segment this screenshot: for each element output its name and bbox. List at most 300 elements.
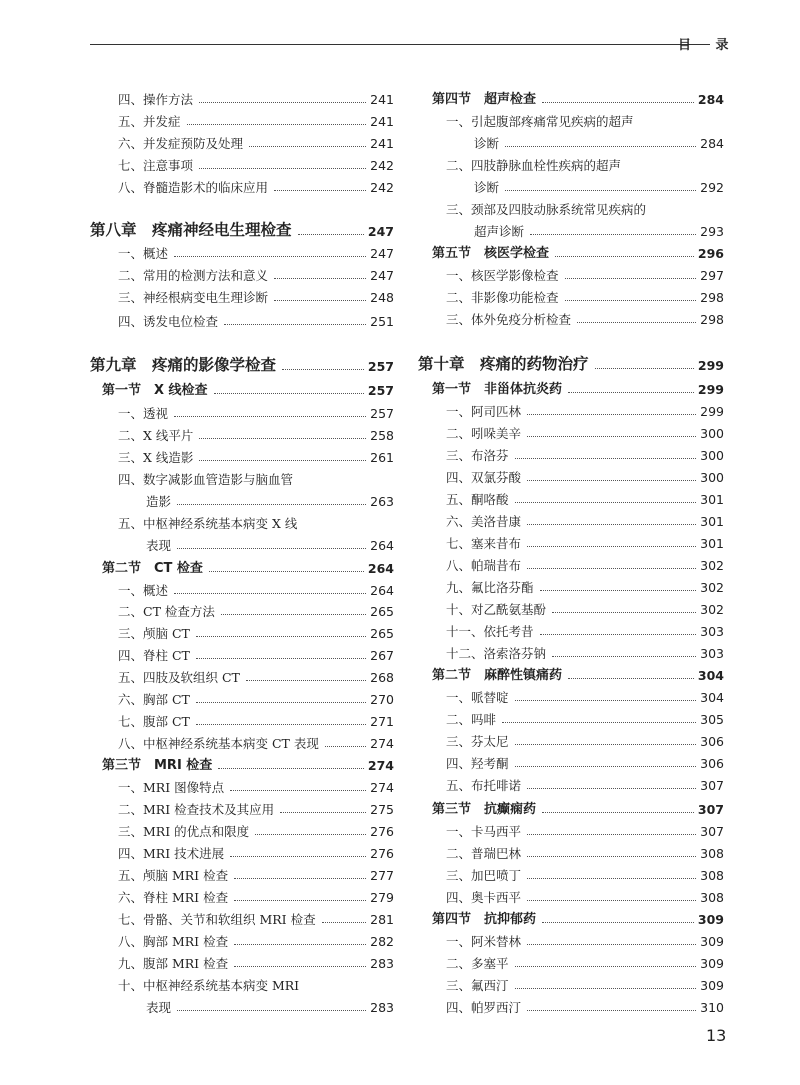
dot-leader — [527, 480, 696, 481]
toc-entry-item[interactable] — [118, 86, 394, 106]
toc-entry-title: 三、颈部及四肢动脉系统常见疾病的 — [446, 201, 647, 217]
toc-entry-title: 三、神经根病变电生理诊断 — [118, 289, 269, 305]
toc-entry-page: 258 — [370, 427, 394, 443]
toc-entry-page: 307 — [697, 801, 724, 817]
toc-entry-title: 第四节 超声检查 — [432, 92, 537, 107]
dot-leader — [527, 900, 696, 901]
toc-entry-item[interactable] — [118, 884, 394, 904]
dot-leader — [527, 414, 696, 415]
toc-entry-cont[interactable] — [474, 174, 724, 194]
dot-leader — [322, 922, 367, 923]
dot-leader — [527, 878, 696, 879]
toc-entry-title: 二、吲哚美辛 — [446, 425, 522, 441]
dot-leader — [515, 988, 697, 989]
dot-leader — [177, 504, 366, 505]
toc-entry-section[interactable] — [102, 752, 394, 772]
toc-entry-item[interactable] — [118, 818, 394, 838]
dot-leader — [174, 256, 366, 257]
toc-entry-item[interactable] — [118, 308, 394, 328]
toc-entry-title: 一、透视 — [118, 405, 169, 421]
toc-entry-title: 二、多塞平 — [446, 955, 509, 971]
toc-entry-item[interactable] — [446, 884, 724, 904]
toc-entry-item[interactable] — [446, 840, 724, 860]
toc-entry-title: 十二、洛索洛芬钠 — [446, 645, 547, 661]
dot-leader — [527, 524, 696, 525]
toc-entry-item[interactable] — [118, 686, 394, 706]
toc-entry-item[interactable] — [446, 530, 724, 550]
toc-entry-title: 四、奥卡西平 — [446, 889, 522, 905]
toc-entry-item[interactable] — [118, 972, 394, 992]
toc-entry-title: 一、阿司匹林 — [446, 403, 522, 419]
toc-entry-item[interactable] — [118, 422, 394, 442]
toc-entry-page: 257 — [370, 405, 394, 421]
dot-leader — [552, 612, 696, 613]
toc-entry-title: 九、腹部 MRI 检查 — [118, 955, 229, 971]
toc-entry-page: 264 — [370, 582, 394, 598]
toc-entry-section[interactable] — [432, 906, 724, 926]
toc-entry-title: 四、MRI 技术进展 — [118, 845, 225, 861]
toc-entry-cont[interactable] — [146, 488, 394, 508]
toc-entry-title: 第二节 CT 检查 — [102, 561, 203, 576]
toc-entry-item[interactable] — [446, 196, 724, 216]
dot-leader — [515, 502, 697, 503]
dot-leader — [325, 746, 366, 747]
toc-entry-page: 281 — [370, 911, 394, 927]
page-header-title: 目 录 — [678, 38, 739, 53]
dot-leader — [230, 856, 366, 857]
toc-entry-item[interactable] — [446, 552, 724, 572]
toc-entry-item[interactable] — [118, 577, 394, 597]
toc-entry-title: 二、CT 检查方法 — [118, 603, 215, 619]
toc-entry-title: 四、脊柱 CT — [118, 647, 190, 663]
toc-entry-page: 309 — [700, 955, 724, 971]
toc-entry-page: 298 — [700, 289, 724, 305]
toc-entry-page: 301 — [700, 513, 724, 529]
toc-entry-section[interactable] — [102, 377, 394, 397]
dot-leader — [527, 856, 696, 857]
toc-entry-title: 一、MRI 图像特点 — [118, 779, 225, 795]
toc-entry-title: 五、酮咯酸 — [446, 491, 509, 507]
toc-entry-page: 248 — [370, 289, 394, 305]
toc-entry-title: 五、并发症 — [118, 113, 181, 129]
dot-leader — [527, 834, 696, 835]
toc-entry-page: 264 — [367, 560, 394, 576]
dot-leader — [542, 922, 694, 923]
toc-entry-page: 308 — [700, 867, 724, 883]
dot-leader — [199, 460, 366, 461]
toc-entry-title: 六、胸部 CT — [118, 691, 190, 707]
toc-entry-item[interactable] — [446, 618, 724, 638]
toc-entry-page: 264 — [370, 537, 394, 553]
toc-entry-page: 301 — [700, 491, 724, 507]
toc-entry-cont[interactable] — [474, 130, 724, 150]
dot-leader — [542, 812, 694, 813]
toc-entry-section[interactable] — [432, 796, 724, 816]
dot-leader — [218, 768, 364, 769]
dot-leader — [540, 590, 697, 591]
dot-leader — [274, 300, 366, 301]
toc-entry-page: 306 — [700, 733, 724, 749]
toc-entry-page: 299 — [697, 357, 724, 373]
toc-entry-item[interactable] — [118, 152, 394, 172]
toc-entry-item[interactable] — [118, 642, 394, 662]
toc-entry-title: 第九章 疼痛的影像学检查 — [90, 355, 277, 374]
toc-entry-title: 二、吗啡 — [446, 711, 497, 727]
dot-leader — [502, 722, 696, 723]
dot-leader — [515, 458, 697, 459]
toc-entry-page: 296 — [697, 245, 724, 261]
toc-entry-title: 七、塞来昔布 — [446, 535, 522, 551]
toc-entry-title: 六、脊柱 MRI 检查 — [118, 889, 229, 905]
toc-entry-page: 300 — [700, 425, 724, 441]
toc-entry-title: 表现 — [146, 537, 172, 553]
toc-entry-page: 251 — [370, 313, 394, 329]
toc-entry-title: 五、颅脑 MRI 检查 — [118, 867, 229, 883]
toc-entry-page: 302 — [700, 579, 724, 595]
toc-entry-page: 300 — [700, 447, 724, 463]
toc-entry-item[interactable] — [118, 708, 394, 728]
dot-leader — [187, 124, 367, 125]
toc-entry-page: 275 — [370, 801, 394, 817]
toc-entry-title: 一、概述 — [118, 582, 169, 598]
toc-entry-section[interactable] — [432, 662, 724, 682]
dot-leader — [246, 680, 366, 681]
dot-leader — [527, 568, 696, 569]
toc-entry-title: 超声诊断 — [474, 223, 525, 239]
toc-entry-title: 一、概述 — [118, 245, 169, 261]
toc-entry-title: 五、中枢神经系统基本病变 X 线 — [118, 515, 298, 531]
toc-entry-title: 六、美洛昔康 — [446, 513, 522, 529]
toc-entry-page: 283 — [370, 999, 394, 1015]
toc-entry-page: 276 — [370, 823, 394, 839]
dot-leader — [280, 812, 366, 813]
toc-entry-title: 十、对乙酰氨基酚 — [446, 601, 547, 617]
toc-entry-page: 274 — [370, 779, 394, 795]
dot-leader — [515, 744, 697, 745]
toc-entry-page: 309 — [697, 911, 724, 927]
toc-entry-title: 十一、依托考昔 — [446, 623, 534, 639]
dot-leader — [565, 278, 697, 279]
toc-entry-chapter[interactable] — [90, 218, 394, 238]
dot-leader — [527, 436, 696, 437]
toc-entry-page: 274 — [367, 757, 394, 773]
toc-entry-title: 造影 — [146, 493, 172, 509]
dot-leader — [515, 966, 697, 967]
dot-leader — [174, 416, 366, 417]
toc-entry-page: 308 — [700, 845, 724, 861]
dot-leader — [595, 368, 694, 369]
toc-entry-item[interactable] — [446, 818, 724, 838]
dot-leader — [530, 234, 696, 235]
dot-leader — [196, 724, 366, 725]
toc-entry-page: 247 — [370, 267, 394, 283]
toc-entry-page: 301 — [700, 535, 724, 551]
toc-entry-title: 五、四肢及软组织 CT — [118, 669, 240, 685]
toc-entry-title: 二、非影像功能检查 — [446, 289, 559, 305]
toc-entry-title: 第八章 疼痛神经电生理检查 — [90, 220, 292, 239]
toc-entry-title: 第四节 抗抑郁药 — [432, 912, 537, 927]
toc-entry-page: 263 — [370, 493, 394, 509]
toc-entry-cont[interactable] — [146, 532, 394, 552]
toc-entry-page: 299 — [700, 403, 724, 419]
toc-entry-cont[interactable] — [146, 994, 394, 1014]
toc-entry-page: 306 — [700, 755, 724, 771]
toc-entry-item[interactable] — [446, 306, 724, 326]
toc-entry-item[interactable] — [446, 398, 724, 418]
toc-entry-title: 四、双氯芬酸 — [446, 469, 522, 485]
dot-leader — [249, 146, 366, 147]
toc-entry-title: 一、核医学影像检查 — [446, 267, 559, 283]
toc-entry-item[interactable] — [446, 420, 724, 440]
toc-entry-title: 八、帕瑞昔布 — [446, 557, 522, 573]
toc-entry-title: 一、哌替啶 — [446, 689, 509, 705]
toc-entry-item[interactable] — [446, 486, 724, 506]
dot-leader — [565, 300, 697, 301]
toc-entry-page: 303 — [700, 623, 724, 639]
dot-leader — [568, 392, 694, 393]
toc-entry-title: 四、羟考酮 — [446, 755, 509, 771]
toc-entry-section[interactable] — [102, 555, 394, 575]
toc-entry-item[interactable] — [446, 972, 724, 992]
dot-leader — [234, 966, 366, 967]
toc-entry-title: 二、四肢静脉血栓性疾病的超声 — [446, 157, 622, 173]
toc-entry-title: 五、布托啡诺 — [446, 777, 522, 793]
dot-leader — [515, 700, 697, 701]
toc-entry-item[interactable] — [118, 664, 394, 684]
toc-entry-item[interactable] — [118, 284, 394, 304]
toc-entry-item[interactable] — [446, 928, 724, 948]
toc-entry-page: 284 — [697, 91, 724, 107]
toc-entry-item[interactable] — [118, 510, 394, 530]
dot-leader — [196, 658, 366, 659]
toc-entry-item[interactable] — [118, 862, 394, 882]
toc-entry-page: 268 — [370, 669, 394, 685]
toc-entry-title: 第三节 MRI 检查 — [102, 758, 213, 773]
toc-entry-page: 292 — [700, 179, 724, 195]
toc-entry-title: 第五节 核医学检查 — [432, 246, 550, 261]
toc-entry-title: 四、数字减影血管造影与脑血管 — [118, 471, 294, 487]
toc-entry-title: 三、布洛芬 — [446, 447, 509, 463]
toc-entry-title: 第十章 疼痛的药物治疗 — [418, 354, 589, 373]
toc-entry-page: 241 — [370, 91, 394, 107]
dot-leader — [555, 256, 694, 257]
toc-entry-item[interactable] — [118, 108, 394, 128]
toc-entry-title: 三、氟西汀 — [446, 977, 509, 993]
toc-entry-title: 八、中枢神经系统基本病变 CT 表现 — [118, 735, 319, 751]
toc-entry-item[interactable] — [118, 774, 394, 794]
toc-entry-page: 300 — [700, 469, 724, 485]
toc-entry-item[interactable] — [446, 706, 724, 726]
dot-leader — [515, 766, 697, 767]
toc-entry-item[interactable] — [446, 442, 724, 462]
toc-entry-title: 七、骨骼、关节和软组织 MRI 检查 — [118, 911, 316, 927]
dot-leader — [196, 636, 366, 637]
toc-entry-item[interactable] — [446, 574, 724, 594]
toc-entry-item[interactable] — [118, 730, 394, 750]
dot-leader — [298, 234, 364, 235]
toc-entry-title: 诊断 — [474, 135, 500, 151]
dot-leader — [174, 593, 366, 594]
toc-entry-page: 310 — [700, 999, 724, 1015]
toc-entry-page: 247 — [370, 245, 394, 261]
toc-entry-page: 305 — [700, 711, 724, 727]
toc-entry-title: 二、常用的检测方法和意义 — [118, 267, 269, 283]
toc-entry-title: 表现 — [146, 999, 172, 1015]
toc-entry-title: 一、阿米替林 — [446, 933, 522, 949]
toc-entry-item[interactable] — [446, 750, 724, 770]
header-rule — [90, 44, 710, 45]
toc-entry-item[interactable] — [446, 640, 724, 660]
toc-entry-item[interactable] — [446, 284, 724, 304]
toc-entry-item[interactable] — [446, 596, 724, 616]
toc-entry-item[interactable] — [118, 174, 394, 194]
toc-entry-page: 274 — [370, 735, 394, 751]
toc-entry-page: 302 — [700, 601, 724, 617]
toc-entry-chapter[interactable] — [418, 352, 724, 372]
toc-entry-item[interactable] — [118, 130, 394, 150]
toc-entry-item[interactable] — [446, 684, 724, 704]
dot-leader — [274, 278, 366, 279]
toc-entry-page: 265 — [370, 625, 394, 641]
toc-entry-item[interactable] — [446, 862, 724, 882]
toc-entry-title: 四、帕罗西汀 — [446, 999, 522, 1015]
toc-entry-item[interactable] — [446, 994, 724, 1014]
toc-entry-page: 277 — [370, 867, 394, 883]
toc-entry-title: 三、颅脑 CT — [118, 625, 190, 641]
toc-entry-item[interactable] — [446, 262, 724, 282]
toc-entry-page: 304 — [700, 689, 724, 705]
toc-entry-section[interactable] — [432, 376, 724, 396]
toc-entry-page: 265 — [370, 603, 394, 619]
dot-leader — [224, 324, 366, 325]
toc-entry-title: 六、并发症预防及处理 — [118, 135, 244, 151]
toc-entry-title: 一、引起腹部疼痛常见疾病的超声 — [446, 113, 634, 129]
dot-leader — [234, 878, 366, 879]
toc-entry-title: 八、脊髓造影术的临床应用 — [118, 179, 269, 195]
toc-entry-page: 284 — [700, 135, 724, 151]
toc-entry-page: 309 — [700, 933, 724, 949]
toc-entry-page: 307 — [700, 777, 724, 793]
toc-entry-page: 298 — [700, 311, 724, 327]
dot-leader — [199, 168, 366, 169]
dot-leader — [552, 656, 696, 657]
dot-leader — [199, 102, 366, 103]
toc-entry-page: 282 — [370, 933, 394, 949]
dot-leader — [274, 190, 366, 191]
toc-entry-title: 三、体外免疫分析检查 — [446, 311, 572, 327]
toc-entry-item[interactable] — [118, 240, 394, 260]
dot-leader — [505, 146, 696, 147]
toc-entry-item[interactable] — [118, 598, 394, 618]
toc-entry-item[interactable] — [118, 400, 394, 420]
toc-entry-page: 267 — [370, 647, 394, 663]
toc-entry-title: 四、诱发电位检查 — [118, 313, 219, 329]
toc-entry-item[interactable] — [446, 950, 724, 970]
toc-entry-item[interactable] — [118, 444, 394, 464]
toc-entry-item[interactable] — [118, 928, 394, 948]
toc-entry-page: 307 — [700, 823, 724, 839]
toc-entry-item[interactable] — [118, 262, 394, 282]
toc-entry-title: 四、操作方法 — [118, 91, 194, 107]
dot-leader — [214, 393, 364, 394]
toc-entry-title: 七、腹部 CT — [118, 713, 190, 729]
dot-leader — [577, 322, 696, 323]
dot-leader — [282, 369, 364, 370]
toc-entry-item[interactable] — [118, 840, 394, 860]
toc-entry-title: 十、中枢神经系统基本病变 MRI — [118, 977, 300, 993]
page-number: 13 — [706, 1026, 727, 1045]
toc-entry-item[interactable] — [118, 466, 394, 486]
dot-leader — [568, 678, 694, 679]
dot-leader — [527, 546, 696, 547]
toc-entry-page: 304 — [697, 667, 724, 683]
dot-leader — [230, 790, 366, 791]
dot-leader — [540, 634, 697, 635]
dot-leader — [209, 571, 364, 572]
toc-entry-item[interactable] — [118, 906, 394, 926]
toc-entry-page: 242 — [370, 179, 394, 195]
toc-entry-title: 三、加巴喷丁 — [446, 867, 522, 883]
dot-leader — [527, 944, 696, 945]
toc-entry-chapter[interactable] — [90, 353, 394, 373]
toc-entry-item[interactable] — [446, 772, 724, 792]
toc-entry-title: 第二节 麻醉性镇痛药 — [432, 668, 563, 683]
toc-entry-title: 第三节 抗癫痫药 — [432, 802, 537, 817]
toc-entry-item[interactable] — [446, 152, 724, 172]
toc-entry-page: 271 — [370, 713, 394, 729]
dot-leader — [505, 190, 696, 191]
toc-entry-title: 二、普瑞巴林 — [446, 845, 522, 861]
toc-entry-item[interactable] — [446, 508, 724, 528]
dot-leader — [177, 1010, 366, 1011]
toc-entry-section[interactable] — [432, 240, 724, 260]
toc-entry-title: 诊断 — [474, 179, 500, 195]
toc-entry-page: 299 — [697, 381, 724, 397]
toc-entry-item[interactable] — [118, 620, 394, 640]
toc-entry-cont[interactable] — [474, 218, 724, 238]
toc-entry-page: 247 — [367, 223, 394, 239]
toc-entry-item[interactable] — [446, 108, 724, 128]
dot-leader — [199, 438, 366, 439]
toc-entry-page: 302 — [700, 557, 724, 573]
toc-entry-title: 三、芬太尼 — [446, 733, 509, 749]
toc-entry-item[interactable] — [118, 950, 394, 970]
toc-entry-item[interactable] — [118, 796, 394, 816]
toc-entry-page: 241 — [370, 135, 394, 151]
toc-entry-page: 309 — [700, 977, 724, 993]
toc-entry-page: 270 — [370, 691, 394, 707]
toc-entry-item[interactable] — [446, 464, 724, 484]
toc-entry-title: 第一节 非甾体抗炎药 — [432, 382, 563, 397]
toc-entry-title: 七、注意事项 — [118, 157, 194, 173]
toc-entry-title: 一、卡马西平 — [446, 823, 522, 839]
toc-entry-section[interactable] — [432, 86, 724, 106]
toc-entry-page: 257 — [367, 382, 394, 398]
dot-leader — [542, 102, 694, 103]
dot-leader — [527, 788, 696, 789]
toc-entry-page: 303 — [700, 645, 724, 661]
toc-entry-title: 二、X 线平片 — [118, 427, 194, 443]
toc-entry-title: 三、MRI 的优点和限度 — [118, 823, 250, 839]
toc-entry-page: 279 — [370, 889, 394, 905]
toc-entry-item[interactable] — [446, 728, 724, 748]
toc-entry-title: 八、胸部 MRI 检查 — [118, 933, 229, 949]
toc-entry-page: 241 — [370, 113, 394, 129]
toc-entry-title: 第一节 X 线检查 — [102, 383, 208, 398]
dot-leader — [234, 944, 366, 945]
dot-leader — [196, 702, 366, 703]
toc-entry-title: 二、MRI 检查技术及其应用 — [118, 801, 275, 817]
